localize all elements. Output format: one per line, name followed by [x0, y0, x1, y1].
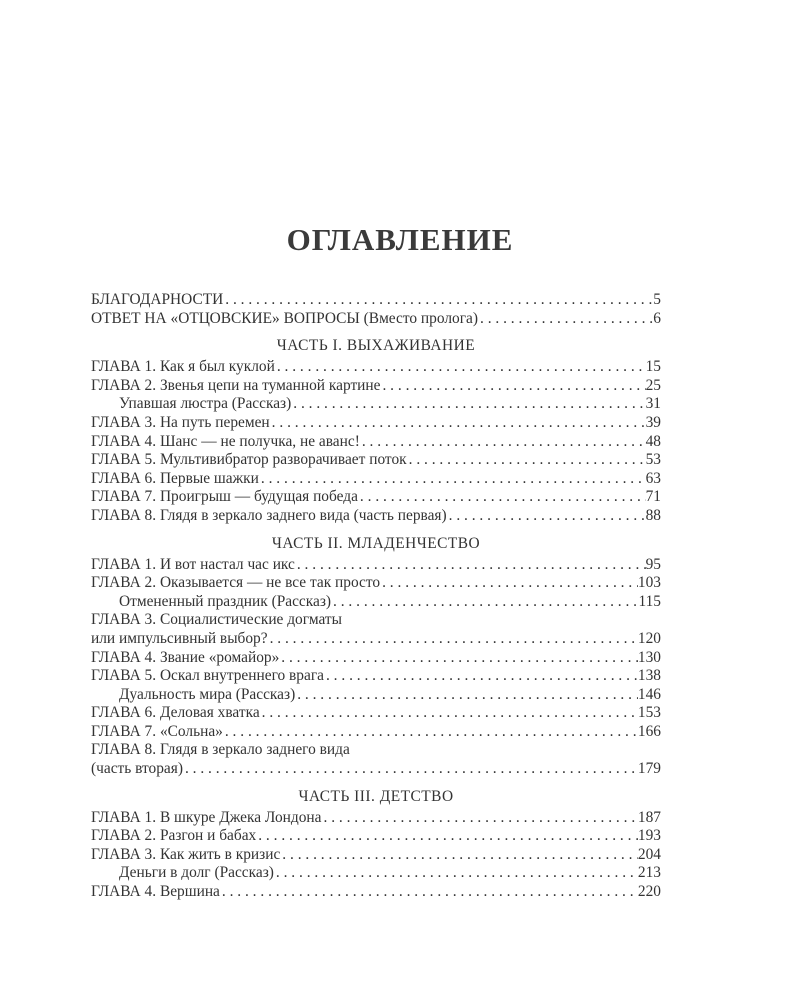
toc-entry — [91, 760, 661, 779]
toc-entry-story — [91, 864, 661, 883]
toc-entry — [91, 470, 661, 489]
toc-page-number: 115 — [638, 592, 661, 610]
toc-page-number: 25 — [645, 376, 661, 394]
toc-page-number: 130 — [637, 648, 661, 666]
dot-leader — [478, 310, 653, 329]
toc-entry-text: ГЛАВА 3. Социалистические догматы — [91, 611, 342, 629]
part-heading: ЧАСТЬ II. МЛАДЕНЧЕСТВО — [271, 534, 481, 552]
dot-leader — [275, 358, 646, 377]
toc-entry-text: Деньги в долг (Рассказ) — [119, 864, 274, 882]
toc-entry-text: ГЛАВА 8. Глядя в зеркало заднего вида (часть первая) — [91, 506, 447, 524]
toc-entry-text: ГЛАВА 1. И вот настал час икс — [91, 555, 295, 573]
toc-page-number: 48 — [645, 432, 661, 450]
toc-entry-text: ГЛАВА 6. Первые шажки — [91, 469, 259, 487]
toc-page-number: 213 — [637, 864, 661, 882]
toc-entry-prologue — [91, 310, 661, 329]
toc-page-number: 5 — [653, 291, 661, 308]
dot-leader — [183, 760, 638, 779]
toc-page-number: 95 — [645, 555, 661, 573]
toc-entry-text: ГЛАВА 4. Звание «ромайор» — [91, 648, 280, 666]
toc-page-number: 220 — [637, 883, 661, 901]
toc-entry-story — [91, 593, 661, 612]
toc-page-number: 71 — [645, 488, 661, 506]
dot-leader — [270, 414, 646, 433]
toc-entry — [91, 667, 661, 686]
toc-entry — [91, 451, 661, 470]
dot-leader — [259, 470, 646, 489]
toc-page-number: 53 — [645, 451, 661, 469]
toc-entry — [91, 433, 661, 452]
toc-entry-text: ГЛАВА 2. Оказывается — не все так просто — [91, 574, 381, 592]
dot-leader — [280, 846, 638, 865]
toc-entry — [91, 723, 661, 742]
dot-leader — [380, 377, 645, 396]
dot-leader — [260, 704, 638, 723]
toc-entry-text: ГЛАВА 5. Оскал внутреннего врага — [91, 667, 324, 685]
dot-leader — [295, 686, 638, 705]
dot-leader — [447, 507, 646, 526]
toc-page-number: 193 — [637, 827, 661, 845]
toc-page-number: 138 — [637, 667, 661, 685]
toc-entry-text: ГЛАВА 4. Вершина — [91, 883, 220, 901]
toc-entry-text-cont: или импульсивный выбор? — [91, 629, 268, 647]
toc-entry-text: ГЛАВА 6. Деловая хватка — [91, 704, 260, 722]
toc-entry — [91, 704, 661, 723]
toc-entry-text: ГЛАВА 3. На путь перемен — [91, 413, 270, 431]
toc-entry-text: ГЛАВА 1. В шкуре Джека Лондона — [91, 808, 322, 826]
toc-entry-story — [91, 686, 661, 705]
toc-entry-text: ГЛАВА 1. Как я был куклой — [91, 358, 275, 376]
part-heading: ЧАСТЬ III. ДЕТСТВО — [298, 787, 454, 805]
toc-entry — [91, 827, 661, 846]
dot-leader — [324, 667, 638, 686]
dot-leader — [407, 451, 646, 470]
toc-entry — [91, 574, 661, 593]
toc-page-number: 166 — [637, 722, 661, 740]
toc-page-number: 120 — [637, 629, 661, 647]
toc-page-number: 63 — [645, 469, 661, 487]
toc-entry-acknowledgements — [91, 291, 661, 310]
toc-page-number: 204 — [637, 845, 661, 863]
page-title: ОГЛАВЛЕНИЕ — [286, 222, 514, 257]
toc-entry-text-cont: (часть вторая) — [91, 760, 183, 778]
toc-page-number: 6 — [653, 309, 661, 327]
dot-leader — [380, 574, 638, 593]
toc-entry — [91, 358, 661, 377]
dot-leader — [223, 291, 653, 310]
dot-leader — [291, 395, 645, 414]
dot-leader — [220, 883, 638, 902]
toc-entry — [91, 809, 661, 828]
toc-entry-text: Упавшая люстра (Рассказ) — [119, 395, 292, 413]
toc-entry-text: БЛАГОДАРНОСТИ — [91, 291, 224, 308]
toc-entry — [91, 414, 661, 433]
toc-entry-text: ГЛАВА 2. Звенья цепи на туманной картине — [91, 376, 381, 394]
toc-entry — [91, 846, 661, 865]
toc-page-number: 39 — [645, 413, 661, 431]
toc-entry-text: ГЛАВА 7. «Сольна» — [91, 722, 223, 740]
toc-page-number: 103 — [637, 574, 661, 592]
toc-entry — [91, 556, 661, 575]
dot-leader — [322, 809, 638, 828]
toc-entry — [91, 377, 661, 396]
toc-entry — [91, 649, 661, 668]
toc-page-number: 187 — [637, 808, 661, 826]
dot-leader — [274, 864, 638, 883]
dot-leader — [331, 593, 638, 612]
toc-entry-text: ГЛАВА 2. Разгон и бабах — [91, 827, 257, 845]
dot-leader — [268, 630, 638, 649]
toc-page-number: 88 — [645, 506, 661, 524]
toc-entry — [91, 488, 661, 507]
toc-entry — [91, 507, 661, 526]
table-of-contents — [91, 291, 661, 902]
toc-entry-text: ОТВЕТ НА «ОТЦОВСКИЕ» ВОПРОСЫ (Вместо пролога) — [91, 309, 478, 327]
toc-entry-text: ГЛАВА 5. Мультивибратор разворачивает поток — [91, 451, 407, 469]
toc-entry-text: ГЛАВА 8. Глядя в зеркало заднего вида — [91, 741, 350, 759]
toc-page-number: 31 — [645, 395, 661, 413]
toc-entry-story — [91, 395, 661, 414]
toc-page-number: 179 — [637, 760, 661, 778]
toc-page-number: 146 — [637, 685, 661, 703]
dot-leader — [360, 433, 646, 452]
toc-entry-text: ГЛАВА 7. Проигрыш — будущая победа — [91, 488, 358, 506]
dot-leader — [295, 556, 646, 575]
toc-page-number: 15 — [645, 358, 661, 376]
toc-entry-text: ГЛАВА 4. Шанс — не получка, не аванс! — [91, 432, 360, 450]
toc-page-number: 153 — [637, 704, 661, 722]
part-heading: ЧАСТЬ I. ВЫХАЖИВАНИЕ — [276, 337, 476, 355]
dot-leader — [279, 649, 638, 668]
dot-leader — [223, 723, 638, 742]
toc-entry-text: Отмененный праздник (Рассказ) — [119, 592, 332, 610]
dot-leader — [256, 827, 638, 846]
toc-entry-text: ГЛАВА 3. Как жить в кризис — [91, 845, 281, 863]
toc-entry — [91, 630, 661, 649]
toc-entry — [91, 883, 661, 902]
toc-entry-text: Дуальность мира (Рассказ) — [119, 685, 296, 703]
dot-leader — [358, 488, 646, 507]
